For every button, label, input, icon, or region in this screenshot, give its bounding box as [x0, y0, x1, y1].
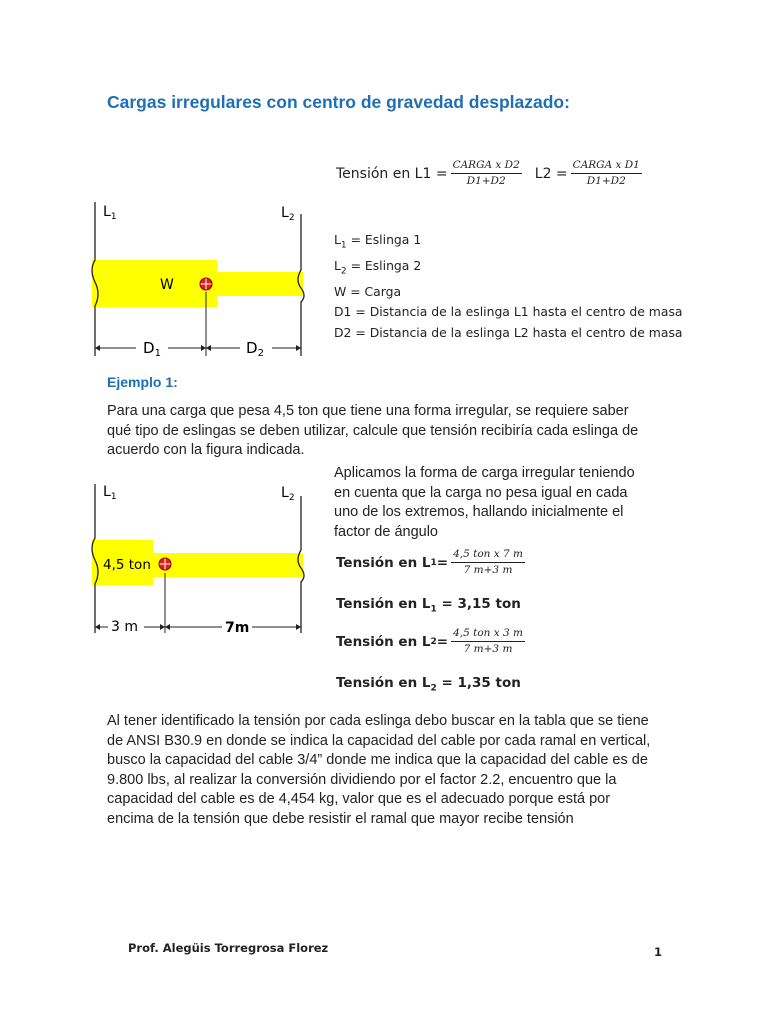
calc-l1-formula: Tensión en L 1 = $\frac{\text{4,5 ton x 7 m}}{7 m+3 m}$: [336, 548, 528, 577]
load-block-wide: [92, 260, 217, 307]
paragraph-line: 9.800 lbs, al realizar la conversión dividiendo por el factor 2.2, encuentro que la: [107, 771, 617, 788]
label-l2: $L_2$: [281, 205, 295, 223]
formula-l1-denominator: D1+D2: [466, 175, 506, 188]
load-label: 4,5 ton: [103, 557, 151, 573]
conclusion-paragraph: [107, 712, 663, 830]
apply-paragraph: [334, 464, 652, 542]
paragraph-line: uno de los extremos, hallando inicialmente el: [334, 504, 624, 521]
formula-l2-label: L2 =: [534, 165, 568, 182]
load-diagram-1: [84, 196, 324, 362]
definition-w: W = Carga: [334, 283, 402, 299]
definition-l1: $L_1$ = Eslinga 1: [334, 232, 422, 251]
example-heading: Ejemplo 1:: [107, 374, 178, 390]
load-diagram-2: [84, 478, 324, 638]
paragraph-line: factor de ángulo: [334, 523, 438, 540]
dim-d1: $D_1$: [143, 339, 161, 359]
load-block-narrow: [217, 272, 303, 296]
paragraph-line: acuerdo con la figura indicada.: [107, 442, 305, 459]
page-title: Cargas irregulares con centro de gravedad desplazado:: [107, 92, 570, 112]
label-l2: $L_2$: [281, 485, 295, 503]
formula-l2-fraction: [568, 159, 645, 188]
calc-l2-result: Tensión en $L_2 = 1,35$ ton: [336, 675, 521, 694]
page-number: 1: [654, 945, 663, 959]
load-block-narrow: [153, 553, 303, 577]
formula-l2-numerator: CARGA x D1: [571, 159, 642, 174]
formula-l2-denominator: D1+D2: [586, 175, 626, 188]
paragraph-line: Para una carga que pesa 4,5 ton que tiene una forma irregular, se requiere saber: [107, 403, 629, 419]
definition-d2: D2 = Distancia de la eslinga L2 hasta el centro de masa: [334, 324, 683, 340]
load-label-w: W: [160, 277, 174, 293]
general-formula: [336, 159, 645, 188]
calc-l1-result: Tensión en $L_1 = 3,15$ ton: [336, 596, 521, 615]
definitions-list: [334, 230, 683, 343]
paragraph-line: busco la capacidad del cable 3/4” donde me indica que la capacidad del cable es de: [107, 752, 648, 769]
footer-author: Prof. Alegüis Torregrosa Florez: [128, 941, 329, 955]
dim-d2: $D_2$: [246, 339, 264, 359]
definition-d1: D1 = Distancia de la eslinga L1 hasta el centro de masa: [334, 304, 683, 320]
label-l1: $L_1$: [103, 484, 117, 502]
calc-l1-fraction: $\frac{\text{4,5 ton x 7 m}}{7 m+3 m}$: [453, 548, 523, 577]
paragraph-line: Aplicamos la forma de carga irregular teniendo: [334, 465, 635, 481]
formula-l1-fraction: [448, 159, 525, 188]
example-intro: [107, 402, 637, 461]
paragraph-line: capacidad del cable es de 4,454 kg, valor que es el adecuado porque está por: [107, 791, 611, 808]
label-l1: $L_1$: [103, 204, 117, 222]
calc-l2-formula: Tensión en L 2 = $\frac{\text{4,5 ton x 3 m}}{7 m+3 m}$: [336, 627, 528, 656]
formula-l1-label: Tensión en L1 =: [336, 165, 448, 182]
paragraph-line: de ANSI B30.9 en donde se indica la capacidad del cable por cada ramal en vertical,: [107, 732, 651, 749]
paragraph-line: en cuenta que la carga no pesa igual en cada: [334, 484, 628, 501]
dim-left: 3 m: [111, 619, 138, 635]
dim-right: 7m: [225, 620, 250, 636]
paragraph-line: Al tener identificado la tensión por cada eslinga debo buscar en la tabla que se tiene: [107, 713, 649, 729]
definition-l2: $L_2$ = Eslinga 2: [334, 257, 422, 277]
paragraph-line: qué tipo de eslingas se deben utilizar, calcule que tensión recibiría cada eslinga de: [107, 422, 639, 439]
paragraph-line: encima de la tensión que debe resistir el ramal que mayor recibe tensión: [107, 810, 574, 827]
formula-l1-numerator: CARGA x D2: [451, 159, 522, 174]
calc-l2-fraction: $\frac{\text{4,5 ton x 3 m}}{7 m+3 m}$: [453, 627, 523, 656]
